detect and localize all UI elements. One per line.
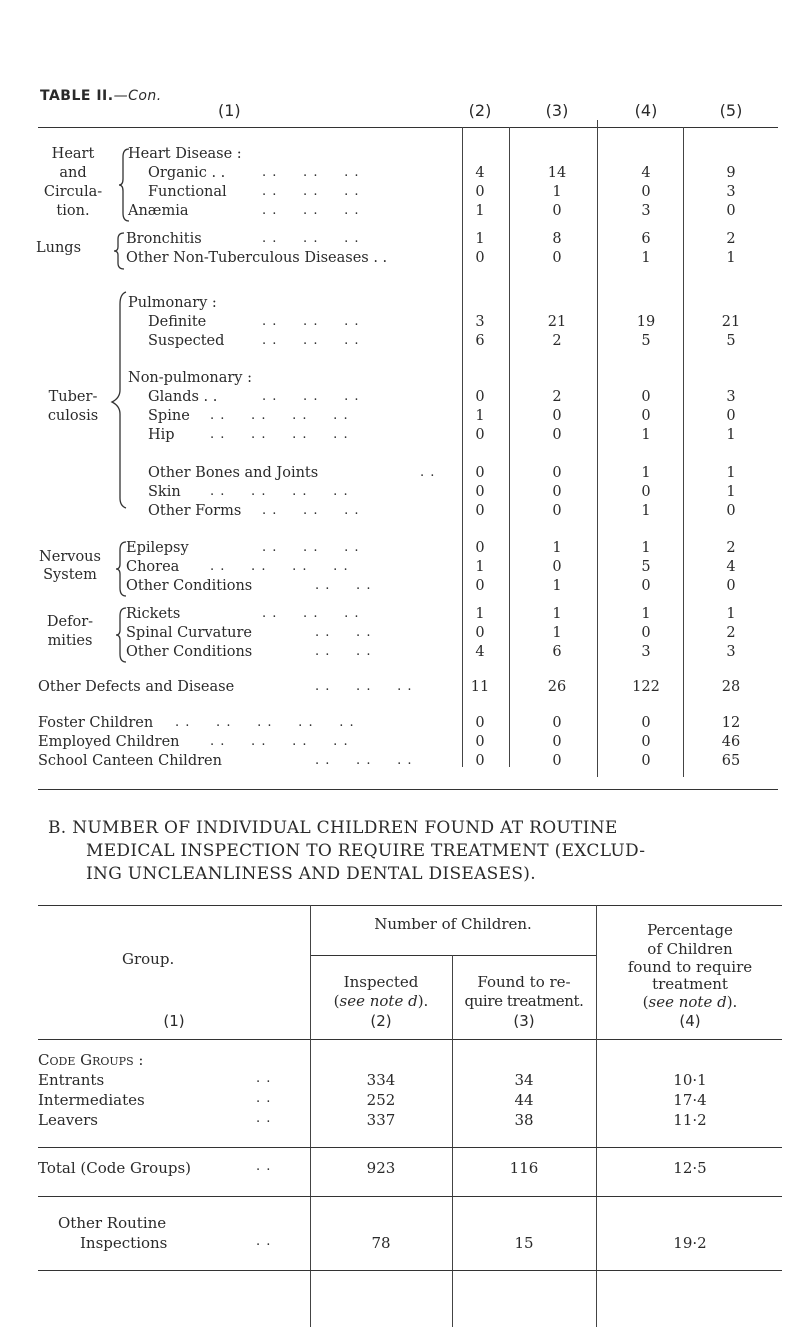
b-header-found-line1: Found to re-: [477, 973, 571, 991]
cell: 28: [721, 679, 741, 695]
cell: 21: [547, 314, 567, 330]
cell: 6: [475, 333, 485, 349]
row-label: Other Forms: [148, 503, 242, 519]
cell: 5: [641, 333, 651, 349]
leader-dots: . . . . . .: [262, 389, 360, 404]
section-b-title-line2: MEDICAL INSPECTION TO REQUIRE TREATMENT (EXCLUD-: [86, 841, 646, 861]
b-header-pct-note: (see note d).: [642, 993, 738, 1011]
b-other-label-line2: Inspections: [80, 1234, 168, 1252]
cell: 3: [726, 389, 736, 405]
cell: 3: [641, 203, 651, 219]
leader-dots: . .: [256, 1234, 272, 1249]
b-header-inner-rule: [310, 955, 596, 956]
b-header-found-line2: quire treatment.: [464, 992, 584, 1010]
row-label: Glands . .: [148, 389, 218, 405]
b-row-label: Intermediates: [38, 1091, 145, 1109]
row-label: Organic . .: [148, 165, 226, 181]
leader-dots: . . . .: [315, 644, 372, 659]
row-label: Other Conditions: [126, 644, 253, 660]
cell: 0: [475, 250, 485, 266]
cell: 2: [552, 389, 562, 405]
b-code-groups-label: Code Groups :: [38, 1051, 144, 1069]
cell: 0: [552, 465, 562, 481]
cell: 0: [726, 503, 736, 519]
cell: 0: [552, 559, 562, 575]
leader-dots: . . . . . .: [262, 503, 360, 518]
leader-dots: . .: [256, 1071, 272, 1086]
cell: 1: [641, 427, 651, 443]
leader-dots: . . . .: [315, 578, 372, 593]
cell: 0: [726, 578, 736, 594]
row-label: Functional: [148, 184, 227, 200]
group-deformities-line2: mities: [47, 633, 93, 649]
row-label: Other Conditions: [126, 578, 253, 594]
leader-dots: . . . . . .: [262, 540, 360, 555]
cell: 0: [475, 184, 485, 200]
cell: 0: [552, 203, 562, 219]
leader-dots: . . . . . .: [262, 203, 360, 218]
cell: 2: [726, 231, 736, 247]
pulmonary-heading: Pulmonary :: [128, 295, 217, 311]
cell: 0: [475, 734, 485, 750]
b-header-number-of-children: Number of Children.: [374, 915, 532, 933]
cell: 21: [721, 314, 741, 330]
row-label: Rickets: [126, 606, 181, 622]
cell: 3: [726, 184, 736, 200]
b-header-inspected-note: (see note d).: [333, 992, 429, 1010]
b-other-label-line1: Other Routine: [58, 1214, 167, 1232]
leader-dots: . . . . . .: [315, 753, 413, 768]
group-heart-line3: Circula-: [43, 184, 103, 200]
cell: 12: [721, 715, 741, 731]
b-header-found-num: (3): [513, 1012, 535, 1030]
col-num-4: (4): [634, 101, 658, 120]
cell: 0: [475, 389, 485, 405]
cell: 0: [475, 753, 485, 769]
col-rule-3: [509, 127, 510, 767]
cell: 0: [475, 540, 485, 556]
b-cell-inspected: 337: [366, 1111, 396, 1129]
leader-dots: . .: [256, 1159, 272, 1174]
b-header-inspected: Inspected: [343, 973, 419, 991]
cell: 0: [552, 503, 562, 519]
cell: 4: [641, 165, 651, 181]
cell: 5: [726, 333, 736, 349]
b-total-label: Total (Code Groups): [38, 1159, 192, 1177]
leader-dots: . . . . . .: [262, 184, 360, 199]
cell: 5: [641, 559, 651, 575]
leader-dots: . . . . . .: [315, 679, 413, 694]
leader-dots: . . . . . . . .: [210, 484, 349, 499]
row-label: Skin: [148, 484, 181, 500]
cell: 1: [726, 484, 736, 500]
cell: 0: [552, 250, 562, 266]
row-label: Spine: [148, 408, 190, 424]
b-header-inspected-num: (2): [370, 1012, 392, 1030]
row-label: Suspected: [148, 333, 225, 349]
cell: 4: [475, 644, 485, 660]
cell: 3: [475, 314, 485, 330]
b-total-bottom-rule: [38, 1196, 782, 1197]
b-row-label: Entrants: [38, 1071, 105, 1089]
cell: 0: [641, 715, 651, 731]
b-total-pct: 12·5: [673, 1159, 707, 1177]
table-continued: —Con.: [113, 88, 162, 104]
b-total-found: 116: [509, 1159, 539, 1177]
cell: 1: [552, 540, 562, 556]
cell: 1: [475, 606, 485, 622]
cell: 0: [726, 203, 736, 219]
cell: 0: [641, 578, 651, 594]
cell: 0: [475, 484, 485, 500]
cell: 0: [475, 503, 485, 519]
b-cell-pct: 11·2: [673, 1111, 707, 1129]
row-label: Other Non-Tuberculous Diseases . .: [126, 250, 388, 266]
cell: 6: [552, 644, 562, 660]
cell: 1: [726, 250, 736, 266]
cell: 0: [641, 625, 651, 641]
b-cell-found: 38: [514, 1111, 534, 1129]
b-header-pct-line3: found to require: [627, 958, 753, 976]
cell: 1: [475, 203, 485, 219]
b-other-pct: 19·2: [673, 1234, 707, 1252]
cell: 1: [475, 408, 485, 424]
b-cell-found: 34: [514, 1071, 534, 1089]
leader-dots: . . . . . . . .: [210, 427, 349, 442]
section-b-title-line1: B. NUMBER OF INDIVIDUAL CHILDREN FOUND AT ROUTINE: [48, 818, 618, 838]
group-heart-line1: Heart: [51, 146, 95, 162]
table-label: TABLE II.: [40, 88, 114, 104]
b-col-rule-2: [452, 955, 453, 1327]
cell: 0: [552, 734, 562, 750]
leader-dots: . . . . . . . .: [210, 559, 349, 574]
leader-dots: . . . . . .: [262, 314, 360, 329]
cell: 3: [726, 644, 736, 660]
row-label: Employed Children: [38, 734, 180, 750]
cell: 0: [641, 408, 651, 424]
cell: 19: [636, 314, 656, 330]
row-label: Epilepsy: [126, 540, 189, 556]
cell: 0: [475, 465, 485, 481]
leader-dots: . . . . . .: [262, 333, 360, 348]
cell: 1: [641, 606, 651, 622]
group-heart-line4: tion.: [56, 203, 90, 219]
cell: 1: [726, 427, 736, 443]
group-nervous-line1: Nervous: [39, 549, 101, 565]
col-num-1: (1): [218, 101, 241, 120]
col-rule-2: [462, 127, 463, 767]
cell: 1: [641, 250, 651, 266]
cell: 0: [552, 408, 562, 424]
cell: 8: [552, 231, 562, 247]
cell: 1: [552, 606, 562, 622]
row-label: Spinal Curvature: [126, 625, 252, 641]
table-bottom-rule: [38, 789, 778, 790]
cell: 0: [552, 715, 562, 731]
col-num-3: (3): [545, 101, 569, 120]
cell: 1: [552, 184, 562, 200]
b-header-pct-line4: treatment: [652, 975, 728, 993]
b-total-top-rule: [38, 1147, 782, 1148]
group-tuberculosis-line2: culosis: [47, 408, 99, 424]
cell: 1: [641, 465, 651, 481]
cell: 0: [641, 484, 651, 500]
cell: 0: [552, 484, 562, 500]
group-tuberculosis-line1: Tuber-: [48, 389, 98, 405]
cell: 0: [641, 734, 651, 750]
b-header-bottom-rule: [38, 1039, 782, 1040]
b-header-group-num: (1): [163, 1012, 185, 1030]
row-label: Anæmia: [128, 203, 189, 219]
table-top-rule: [38, 127, 778, 128]
cell: 26: [547, 679, 567, 695]
cell: 0: [475, 578, 485, 594]
b-header-group: Group.: [122, 950, 175, 968]
cell: 3: [641, 644, 651, 660]
cell: 1: [552, 578, 562, 594]
col-num-5: (5): [719, 101, 743, 120]
b-other-inspected: 78: [371, 1234, 391, 1252]
b-header-pct-num: (4): [679, 1012, 701, 1030]
cell: 1: [641, 540, 651, 556]
lungs-brace: [112, 231, 126, 271]
cell: 1: [475, 559, 485, 575]
leader-dots: . .: [256, 1091, 272, 1106]
b-header-pct-line1: Percentage: [647, 921, 733, 939]
cell: 1: [726, 606, 736, 622]
row-label: Hip: [148, 427, 175, 443]
b-header-pct-line2: of Children: [647, 940, 733, 958]
row-label: Other Defects and Disease: [38, 679, 235, 695]
cell: 4: [726, 559, 736, 575]
b-table-bottom-rule: [38, 1270, 782, 1271]
leader-dots: . . . . . .: [262, 231, 360, 246]
leader-dots: . . . .: [315, 625, 372, 640]
group-deformities-line1: Defor-: [46, 614, 94, 630]
b-cell-inspected: 252: [366, 1091, 396, 1109]
section-b-title-line3: ING UNCLEANLINESS AND DENTAL DISEASES).: [86, 864, 536, 884]
b-cell-inspected: 334: [366, 1071, 396, 1089]
group-heart-line2: and: [59, 165, 87, 181]
cell: 4: [475, 165, 485, 181]
row-label: School Canteen Children: [38, 753, 222, 769]
leader-dots: . . . . . . . .: [210, 734, 349, 749]
leader-dots: . . . . . .: [262, 606, 360, 621]
cell: 11: [470, 679, 490, 695]
col-num-2: (2): [468, 101, 492, 120]
cell: 0: [552, 427, 562, 443]
b-row-label: Leavers: [38, 1111, 98, 1129]
cell: 2: [552, 333, 562, 349]
leader-dots: . . . . . . . . . .: [175, 715, 355, 730]
group-nervous-line2: System: [43, 567, 97, 583]
cell: 0: [475, 625, 485, 641]
cell: 0: [641, 753, 651, 769]
row-label: Foster Children: [38, 715, 154, 731]
table-title: [40, 88, 162, 104]
row-label: Definite: [148, 314, 207, 330]
cell: 14: [547, 165, 567, 181]
cell: 0: [641, 184, 651, 200]
group-lungs: Lungs: [36, 240, 82, 256]
leader-dots: . .: [420, 465, 436, 480]
b-cell-found: 44: [514, 1091, 534, 1109]
cell: 1: [641, 503, 651, 519]
b-col-rule-3: [596, 905, 597, 1327]
cell: 6: [641, 231, 651, 247]
row-label: Chorea: [126, 559, 180, 575]
leader-dots: . .: [256, 1111, 272, 1126]
nonpulmonary-heading: Non-pulmonary :: [128, 370, 252, 386]
cell: 65: [721, 753, 741, 769]
cell: 0: [552, 753, 562, 769]
row-label: Bronchitis: [126, 231, 202, 247]
cell: 0: [641, 389, 651, 405]
cell: 2: [726, 540, 736, 556]
b-other-found: 15: [514, 1234, 534, 1252]
cell: 1: [552, 625, 562, 641]
b-cell-pct: 10·1: [673, 1071, 707, 1089]
leader-dots: . . . . . .: [262, 165, 360, 180]
cell: 122: [632, 679, 660, 695]
leader-dots: . . . . . . . .: [210, 408, 349, 423]
cell: 0: [475, 715, 485, 731]
b-table-top-rule: [38, 905, 782, 906]
heart-subheading: Heart Disease :: [128, 146, 242, 162]
cell: 1: [726, 465, 736, 481]
cell: 9: [726, 165, 736, 181]
b-total-inspected: 923: [366, 1159, 396, 1177]
cell: 0: [475, 427, 485, 443]
b-cell-pct: 17·4: [673, 1091, 707, 1109]
cell: 46: [721, 734, 741, 750]
cell: 2: [726, 625, 736, 641]
cell: 1: [475, 231, 485, 247]
row-label: Other Bones and Joints: [148, 465, 319, 481]
cell: 0: [726, 408, 736, 424]
